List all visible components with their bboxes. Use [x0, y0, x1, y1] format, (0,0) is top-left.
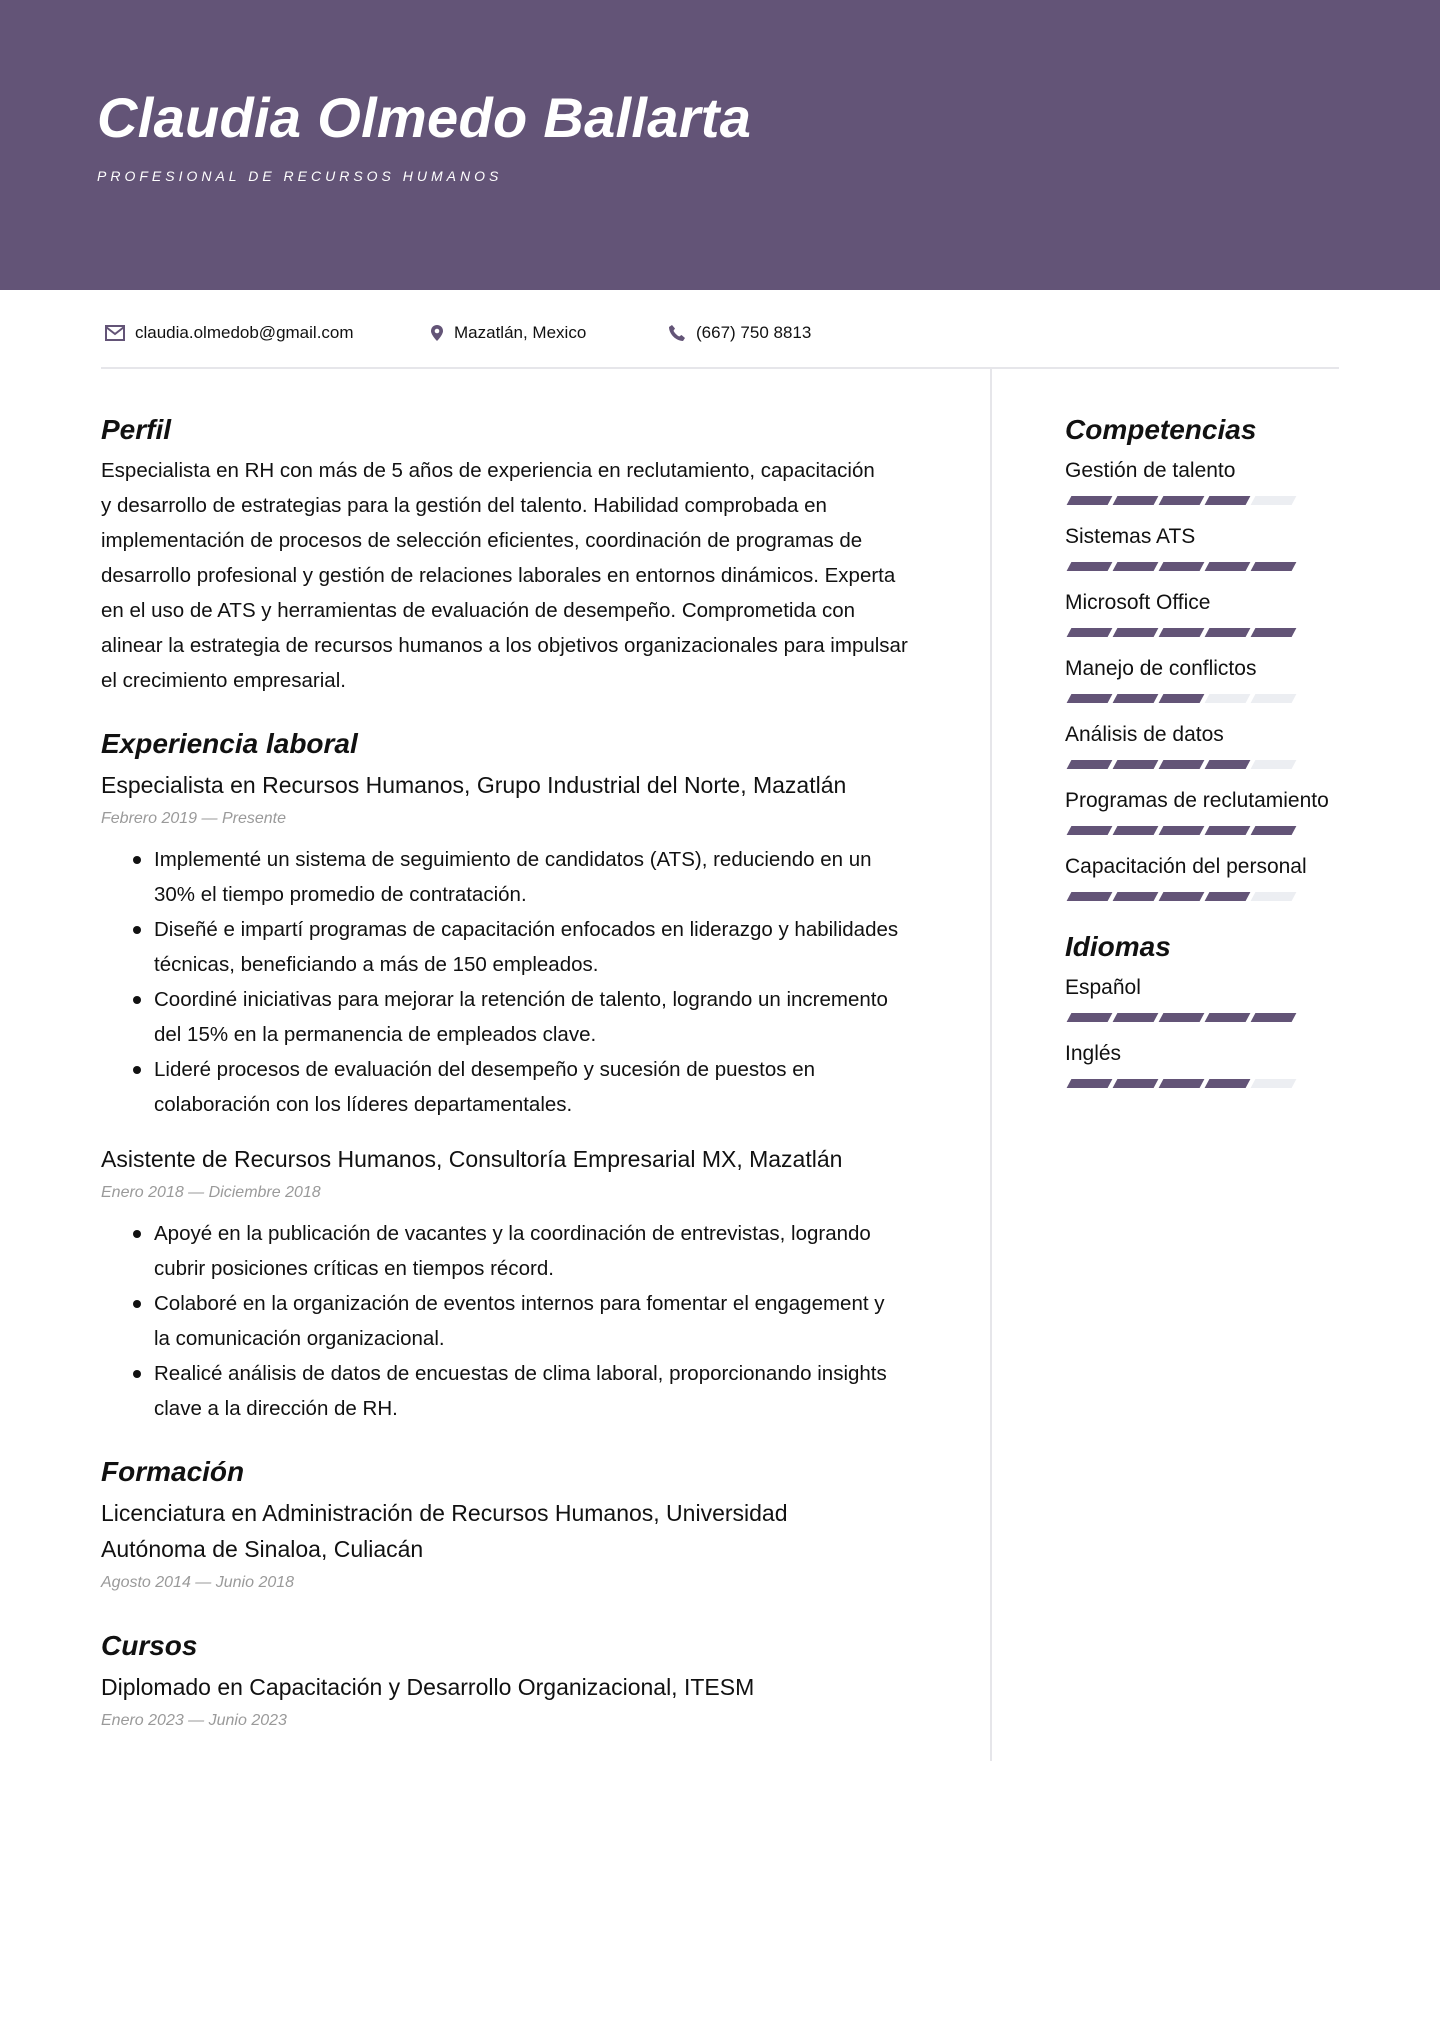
job-achievements: [101, 842, 931, 1122]
skill-item: [1065, 784, 1365, 835]
language-level-segment: [1113, 1079, 1159, 1088]
job-dates: Enero 2018 — Diciembre 2018: [101, 1184, 321, 1201]
course-title: Diplomado en Capacitación y Desarrollo Organizacional, ITESM: [101, 1674, 755, 1700]
skill-level-segment: [1113, 694, 1159, 703]
skill-level-segment: [1159, 760, 1205, 769]
contact-location-text: Mazatlán, Mexico: [454, 323, 587, 342]
achievement-item: Lideré procesos de evaluación del desempeño y sucesión de puestos en colaboración con los líderes departamentales.: [101, 1052, 931, 1122]
language-level-segment: [1067, 1013, 1113, 1022]
skill-level-segment: [1251, 892, 1297, 901]
column-divider: [990, 369, 992, 1761]
skill-item: [1065, 718, 1365, 769]
profile-line: desarrollo profesional y gestión de relaciones laborales en entornos dinámicos. Experta: [101, 564, 896, 587]
education-heading: Formación: [101, 1456, 245, 1487]
skills-list: [1065, 454, 1365, 901]
achievement-item: Diseñé e impartí programas de capacitación enfocados en liderazgo y habilidades técnicas, beneficiando a más de 150 empleados.: [101, 912, 931, 982]
skill-level-segment: [1251, 562, 1297, 571]
language-item: [1065, 971, 1365, 1022]
profile-line: alinear la estrategia de recursos humanos a los objetivos organizacionales para impulsar: [101, 634, 908, 657]
skill-level-segment: [1205, 826, 1251, 835]
courses-section: [101, 1626, 931, 1732]
job-title: Especialista en Recursos Humanos, Grupo Industrial del Norte, Mazatlán: [101, 772, 847, 798]
language-level-segment: [1205, 1013, 1251, 1022]
languages-heading: Idiomas: [1065, 931, 1171, 962]
skill-level-segment: [1205, 760, 1251, 769]
profile-line: Especialista en RH con más de 5 años de experiencia en reclutamiento, capacitación: [101, 459, 875, 482]
job-entry: [101, 1141, 931, 1426]
header-banner: [0, 0, 1440, 290]
skill-item: [1065, 586, 1365, 637]
contact-email[interactable]: [105, 318, 354, 348]
achievement-item: Apoyé en la publicación de vacantes y la coordinación de entrevistas, logrando cubrir posiciones críticas en tiempos récord.: [101, 1216, 931, 1286]
skill-level-bar: [1065, 826, 1295, 835]
skill-level-bar: [1065, 760, 1295, 769]
phone-icon: [668, 324, 686, 342]
job-entry: [101, 767, 931, 1122]
skill-level-segment: [1067, 892, 1113, 901]
language-level-segment: [1159, 1013, 1205, 1022]
contact-divider: [101, 367, 1339, 369]
skill-level-segment: [1113, 892, 1159, 901]
skill-item: [1065, 652, 1365, 703]
profile-line: el crecimiento empresarial.: [101, 669, 346, 692]
language-level-bar: [1065, 1013, 1295, 1022]
location-pin-icon: [430, 324, 444, 342]
skill-name: Gestión de talento: [1065, 459, 1236, 482]
skill-level-segment: [1251, 628, 1297, 637]
language-level-segment: [1251, 1079, 1297, 1088]
skill-level-segment: [1159, 892, 1205, 901]
skill-level-segment: [1067, 694, 1113, 703]
skill-level-segment: [1205, 496, 1251, 505]
skill-level-segment: [1113, 496, 1159, 505]
skill-level-segment: [1159, 562, 1205, 571]
skill-level-segment: [1067, 628, 1113, 637]
skill-level-segment: [1205, 892, 1251, 901]
profile-summary: [101, 453, 931, 698]
candidate-name: Claudia Olmedo Ballarta: [97, 86, 752, 149]
achievement-item: Colaboré en la organización de eventos internos para fomentar el engagement y la comunicación organizacional.: [101, 1286, 931, 1356]
skill-level-segment: [1113, 760, 1159, 769]
languages-section: [1065, 927, 1365, 1088]
skill-level-segment: [1205, 562, 1251, 571]
job-title: Asistente de Recursos Humanos, Consultoría Empresarial MX, Mazatlán: [101, 1146, 843, 1172]
education-dates: Agosto 2014 — Junio 2018: [101, 1574, 295, 1591]
main-column: [101, 410, 931, 1732]
skill-level-segment: [1067, 760, 1113, 769]
contact-phone[interactable]: [668, 318, 811, 348]
language-name: Inglés: [1065, 1042, 1122, 1065]
profile-section: [101, 410, 931, 698]
skill-name: Programas de reclutamiento: [1065, 789, 1329, 812]
skill-level-bar: [1065, 628, 1295, 637]
skill-level-segment: [1159, 496, 1205, 505]
skill-level-segment: [1251, 694, 1297, 703]
language-name: Español: [1065, 976, 1141, 999]
profile-line: implementación de procesos de selección eficientes, coordinación de programas de: [101, 529, 863, 552]
language-level-segment: [1113, 1013, 1159, 1022]
skill-item: [1065, 850, 1365, 901]
skill-name: Microsoft Office: [1065, 591, 1211, 614]
skill-level-segment: [1159, 694, 1205, 703]
contact-phone-text: (667) 750 8813: [696, 323, 812, 342]
skill-level-segment: [1251, 760, 1297, 769]
degree-line: Licenciatura en Administración de Recursos Humanos, Universidad: [101, 1500, 788, 1526]
candidate-title: PROFESIONAL DE RECURSOS HUMANOS: [97, 168, 503, 184]
experience-heading: Experiencia laboral: [101, 728, 358, 759]
skill-level-segment: [1159, 826, 1205, 835]
skill-item: [1065, 520, 1365, 571]
course-dates: Enero 2023 — Junio 2023: [101, 1712, 287, 1729]
profile-line: en el uso de ATS y herramientas de evaluación de desempeño. Comprometida con: [101, 599, 856, 622]
skill-level-segment: [1159, 628, 1205, 637]
language-level-segment: [1251, 1013, 1297, 1022]
skill-level-segment: [1205, 628, 1251, 637]
skills-section: [1065, 410, 1365, 901]
languages-list: [1065, 971, 1365, 1088]
skill-level-bar: [1065, 496, 1295, 505]
language-item: [1065, 1037, 1365, 1088]
sidebar-column: [1065, 410, 1365, 1103]
language-level-segment: [1205, 1079, 1251, 1088]
skill-level-segment: [1067, 562, 1113, 571]
experience-section: [101, 724, 931, 1426]
achievement-item: Coordiné iniciativas para mejorar la retención de talento, logrando un incremento del 15% en la permanencia de empleados clave.: [101, 982, 931, 1052]
achievement-item: Implementé un sistema de seguimiento de candidatos (ATS), reduciendo en un 30% el tiempo promedio de contratación.: [101, 842, 931, 912]
skill-level-segment: [1067, 496, 1113, 505]
contact-email-text: claudia.olmedob@gmail.com: [135, 323, 354, 342]
courses-heading: Cursos: [101, 1630, 198, 1661]
language-level-segment: [1067, 1079, 1113, 1088]
job-dates: Febrero 2019 — Presente: [101, 810, 286, 827]
skill-level-segment: [1113, 826, 1159, 835]
skill-level-segment: [1067, 826, 1113, 835]
profile-line: y desarrollo de estrategias para la gestión del talento. Habilidad comprobada en: [101, 494, 827, 517]
language-level-segment: [1159, 1079, 1205, 1088]
skill-name: Análisis de datos: [1065, 723, 1224, 746]
skill-level-segment: [1205, 694, 1251, 703]
skill-level-segment: [1113, 562, 1159, 571]
skill-level-bar: [1065, 562, 1295, 571]
job-achievements: [101, 1216, 931, 1426]
skill-name: Manejo de conflictos: [1065, 657, 1257, 680]
skill-level-bar: [1065, 892, 1295, 901]
contact-location: [430, 318, 586, 348]
skill-level-segment: [1251, 496, 1297, 505]
skill-name: Capacitación del personal: [1065, 855, 1307, 878]
language-level-bar: [1065, 1079, 1295, 1088]
mail-icon: [105, 325, 125, 341]
skill-level-bar: [1065, 694, 1295, 703]
education-section: [101, 1452, 931, 1594]
skill-item: [1065, 454, 1365, 505]
achievement-item: Realicé análisis de datos de encuestas de clima laboral, proporcionando insights clave a la dirección de RH.: [101, 1356, 931, 1426]
degree-line: Autónoma de Sinaloa, Culiacán: [101, 1536, 424, 1562]
skills-heading: Competencias: [1065, 414, 1257, 445]
profile-heading: Perfil: [101, 414, 172, 445]
skill-level-segment: [1113, 628, 1159, 637]
skill-name: Sistemas ATS: [1065, 525, 1196, 548]
skill-level-segment: [1251, 826, 1297, 835]
